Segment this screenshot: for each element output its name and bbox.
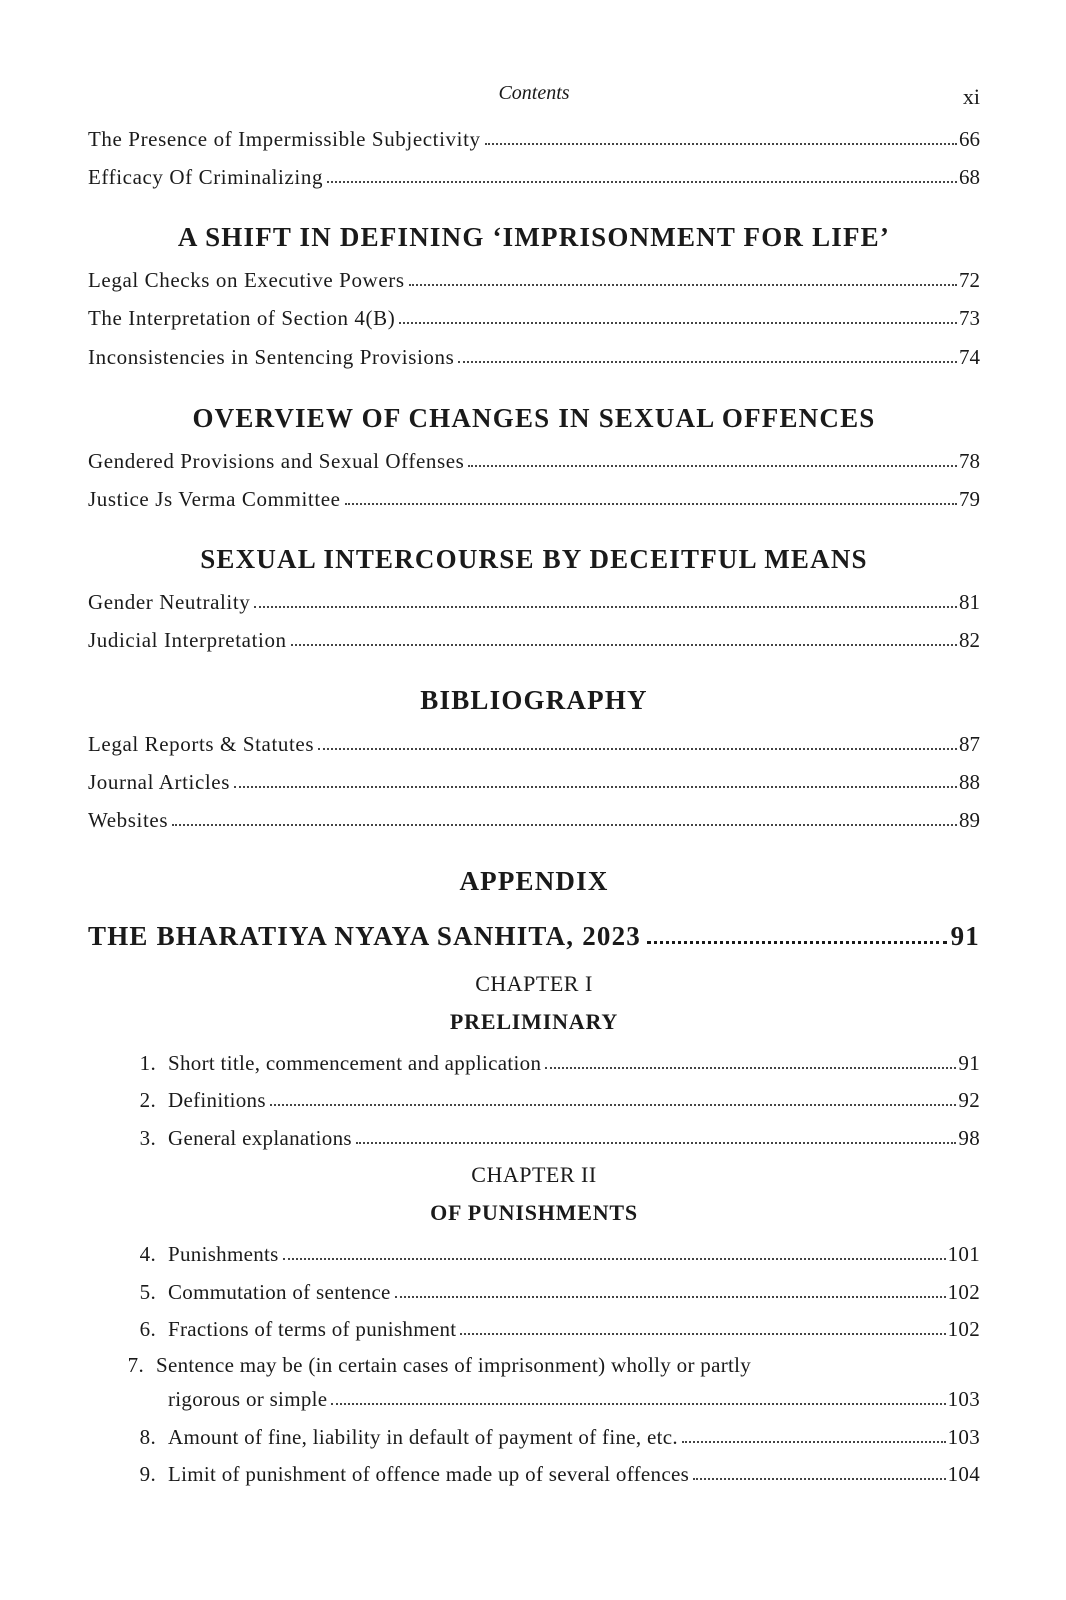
toc-entry-page: 66 (959, 127, 980, 151)
toc-entry[interactable] (88, 122, 980, 152)
dot-leader (234, 785, 957, 788)
toc-entry-page: 82 (959, 628, 980, 652)
section-entry[interactable] (120, 1275, 980, 1305)
section-label-line1: Sentence may be (in certain cases of imprisonment) wholly or partly (156, 1353, 752, 1377)
toc-entry[interactable] (88, 160, 980, 190)
dot-leader (270, 1104, 957, 1106)
toc-entry[interactable] (88, 301, 980, 331)
dot-leader (327, 180, 957, 183)
section-number: 1. (139, 1051, 156, 1075)
section-page: 103 (947, 1387, 980, 1411)
section-number: 9. (139, 1462, 156, 1486)
appendix-heading: APPENDIX (459, 866, 609, 896)
section-page: 101 (947, 1242, 980, 1266)
toc-entry-label: The Presence of Impermissible Subjectivity (88, 127, 481, 151)
section-page: 102 (947, 1280, 980, 1304)
toc-entry[interactable] (88, 585, 980, 615)
toc-entry-label: Inconsistencies in Sentencing Provisions (88, 345, 455, 369)
section-entry[interactable] (120, 1312, 980, 1342)
section-page: 104 (947, 1462, 980, 1486)
section-page: 102 (947, 1317, 980, 1341)
toc-entry-label: Gendered Provisions and Sexual Offenses (88, 449, 465, 473)
toc-entry-label: Legal Checks on Executive Powers (88, 268, 405, 292)
toc-entry-page: 68 (959, 165, 980, 189)
dot-leader (647, 941, 947, 944)
section-entry[interactable] (120, 1121, 980, 1151)
section-number: 6. (139, 1317, 156, 1341)
section-label: Definitions (168, 1088, 266, 1112)
dot-leader (395, 1296, 946, 1298)
chapter-number: CHAPTER I (475, 971, 593, 996)
section-label: Short title, commencement and application (168, 1051, 542, 1075)
dot-leader (291, 643, 957, 646)
toc-entry-page: 73 (959, 306, 980, 330)
toc-entry[interactable] (88, 727, 980, 757)
chapter-title: PRELIMINARY (449, 1009, 619, 1034)
section-entry[interactable] (120, 1382, 980, 1412)
toc-entry-label: Gender Neutrality (88, 590, 251, 614)
chapter-title: OF PUNISHMENTS (430, 1200, 638, 1225)
dot-leader (409, 283, 957, 286)
toc-entry[interactable] (88, 340, 980, 370)
act-entry-page: 91 (950, 921, 980, 951)
toc-entry-label: Efficacy Of Criminalizing (88, 165, 324, 189)
running-head: Contents (498, 82, 570, 104)
section-number: 5. (139, 1280, 156, 1304)
toc-entry-label: Justice Js Verma Committee (88, 487, 341, 511)
section-label: General explanations (168, 1126, 352, 1150)
section-number: 7. (127, 1353, 144, 1377)
toc-entry-label: The Interpretation of Section 4(B) (88, 306, 396, 330)
dot-leader (254, 605, 957, 608)
section-entry-first-line[interactable] (120, 1353, 980, 1383)
dot-leader (693, 1478, 946, 1480)
toc-entry-page: 74 (959, 345, 980, 369)
act-entry-label: THE BHARATIYA NYAYA SANHITA, 2023 (88, 921, 642, 951)
page-number: xi (962, 84, 980, 109)
section-heading: A SHIFT IN DEFINING ‘IMPRISONMENT FOR LIFE’ (177, 222, 891, 252)
section-page: 92 (958, 1088, 980, 1112)
dot-leader (399, 321, 957, 324)
section-number: 4. (139, 1242, 156, 1266)
dot-leader (356, 1142, 957, 1144)
toc-entry-page: 78 (959, 449, 980, 473)
dot-leader (345, 502, 957, 505)
toc-entry-label: Judicial Interpretation (88, 628, 287, 652)
toc-entry-label: Legal Reports & Statutes (88, 732, 315, 756)
section-label: Punishments (168, 1242, 279, 1266)
section-page: 103 (947, 1425, 980, 1449)
section-page: 98 (958, 1126, 980, 1150)
section-entry[interactable] (120, 1046, 980, 1076)
section-heading: SEXUAL INTERCOURSE BY DECEITFUL MEANS (200, 544, 868, 574)
section-entry[interactable] (120, 1457, 980, 1487)
toc-entry-page: 79 (959, 487, 980, 511)
toc-entry[interactable] (88, 623, 980, 653)
act-entry[interactable] (88, 912, 980, 952)
section-number: 3. (139, 1126, 156, 1150)
toc-entry[interactable] (88, 482, 980, 512)
section-number: 2. (139, 1088, 156, 1112)
toc-entry-label: Websites (88, 808, 169, 832)
dot-leader (283, 1258, 946, 1260)
toc-entry[interactable] (88, 444, 980, 474)
dot-leader (318, 747, 957, 750)
dot-leader (468, 464, 957, 467)
section-number: 8. (139, 1425, 156, 1449)
toc-entry-label: Journal Articles (88, 770, 230, 794)
page-header (88, 80, 980, 116)
dot-leader (458, 360, 957, 363)
section-entry[interactable] (120, 1420, 980, 1450)
toc-entry[interactable] (88, 263, 980, 293)
section-label: Amount of fine, liability in default of payment of fine, etc. (168, 1425, 678, 1449)
section-page: 91 (958, 1051, 980, 1075)
dot-leader (485, 142, 957, 145)
toc-entry-page: 81 (959, 590, 980, 614)
dot-leader (545, 1067, 956, 1069)
dot-leader (460, 1333, 945, 1335)
toc-entry-page: 72 (959, 268, 980, 292)
toc-entry-page: 89 (959, 808, 980, 832)
section-entry[interactable] (120, 1237, 980, 1267)
chapter-number: CHAPTER II (471, 1162, 597, 1187)
section-heading: BIBLIOGRAPHY (420, 685, 648, 715)
toc-entry-page: 87 (959, 732, 980, 756)
toc-entry[interactable] (88, 765, 980, 795)
toc-entry[interactable] (88, 803, 980, 833)
section-label: rigorous or simple (168, 1387, 328, 1411)
dot-leader (682, 1441, 946, 1443)
dot-leader (172, 823, 957, 826)
section-label: Fractions of terms of punishment (168, 1317, 457, 1341)
toc-entry-page: 88 (959, 770, 980, 794)
section-heading: OVERVIEW OF CHANGES IN SEXUAL OFFENCES (192, 403, 876, 433)
dot-leader (331, 1403, 945, 1405)
section-label: Commutation of sentence (168, 1280, 391, 1304)
section-label: Limit of punishment of offence made up of several offences (168, 1462, 690, 1486)
section-entry[interactable] (120, 1083, 980, 1113)
